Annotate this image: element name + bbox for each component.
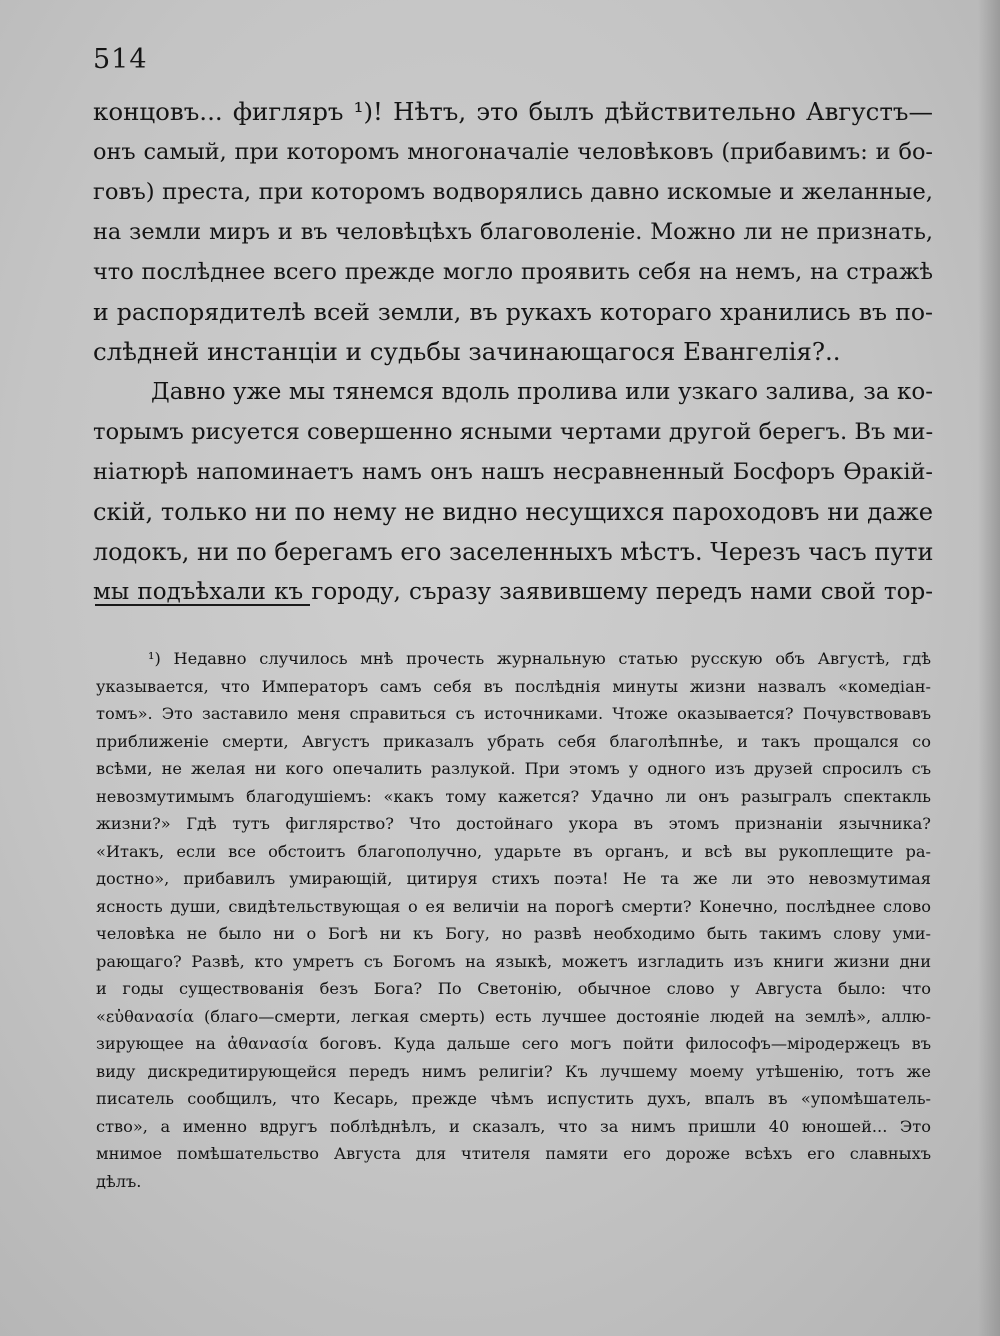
text-line: онъ самый, при которомъ многоначаліе человѣковъ (прибавимъ: и бо- [93, 139, 933, 165]
text-line: скій, только ни по нему не видно несущихся пароходовъ ни даже [93, 498, 934, 526]
main-text [93, 92, 933, 612]
footnote-line: человѣка не было ни о Богѣ ни къ Богу, но развѣ необходимо быть такимъ слову уми- [96, 924, 931, 943]
footnote-line: достно», прибавилъ умирающій, цитируя стихъ поэта! Не та же ли это невозмутимая [96, 869, 931, 888]
footnote-line: «Итакъ, если все обстоитъ благополучно, ударьте въ органъ, и всѣ вы рукоплещите ра- [96, 841, 931, 861]
text-line: ніатюрѣ напоминаетъ намъ онъ нашъ несравненный Босфоръ Ѳракій- [93, 459, 933, 485]
footnote-line: ясность души, свидѣтельствующая о ея величіи на порогѣ смерти? Конечно, послѣднее слово [96, 896, 931, 916]
footnote-line: ¹) Недавно случилось мнѣ прочесть журнальную статью русскую объ Августѣ, гдѣ [148, 649, 931, 668]
footnote-line: ство», а именно вдругъ поблѣднѣлъ, и сказалъ, что за нимъ пришли 40 юношей... Это [96, 1116, 931, 1136]
text-line: концовъ... фигляръ ¹)! Нѣтъ, это былъ дѣйствительно Августъ— [93, 97, 933, 126]
page-number: 514 [93, 44, 148, 75]
text-line: торымъ рисуется совершенно ясными чертами другой берегъ. Въ ми- [93, 419, 934, 445]
text-line: слѣдней инстанціи и судьбы зачинающагося Евангелія?.. [93, 337, 841, 366]
footnote-line: всѣми, не желая ни кого опечалить разлукой. При этомъ у одного изъ друзей спросилъ съ [96, 759, 931, 778]
text-line: лодокъ, ни по берегамъ его заселенныхъ мѣстъ. Черезъ часъ пути [93, 538, 934, 566]
footnote-separator [95, 604, 310, 606]
footnote-line: невозмутимымъ благодушіемъ: «какъ тому кажется? Удачно ли онъ разыгралъ спектакль [96, 786, 931, 806]
text-line: Давно уже мы тянемся вдоль пролива или узкаго залива, за ко- [151, 379, 933, 405]
footnote-line: «εὐθανασία (благо—смерти, легкая смерть) есть лучшее достояніе людей на землѣ», аллю- [96, 1006, 931, 1026]
footnote-line: дѣлъ. [96, 1171, 142, 1191]
footnote-line: писатель сообщилъ, что Кесарь, прежде чѣмъ испустить духъ, впалъ въ «упомѣшатель- [96, 1089, 931, 1108]
text-line: что послѣднее всего прежде могло проявить себя на немъ, на стражѣ [93, 259, 933, 285]
text-line: и распорядителѣ всей земли, въ рукахъ котораго хранились въ по- [93, 298, 933, 326]
text-line: на земли миръ и въ человѣцѣхъ благоволеніе. Можно ли не признать, [93, 219, 933, 245]
footnote-line: приближеніе смерти, Августъ приказалъ убрать себя благолѣпнѣе, и такъ прощался со [96, 731, 931, 751]
footnote-line: и годы существованія безъ Бога? По Светонію, обычное слово у Августа было: что [96, 979, 931, 998]
footnote-line: томъ». Это заставило меня справиться съ источниками. Чтоже оказывается? Почувствовавъ [96, 704, 931, 723]
footnote-line: рающаго? Развѣ, кто умретъ съ Богомъ на языкѣ, можетъ изгладить изъ книги жизни дни [96, 951, 931, 971]
page-edge-shadow [978, 0, 1000, 1336]
footnote-line: мнимое помѣшательство Августа для чтителя памяти его дороже всѣхъ его славныхъ [96, 1144, 931, 1163]
text-line: говъ) преста, при которомъ водворялись давно искомые и желанные, [93, 179, 933, 205]
footnote [96, 645, 931, 1195]
footnote-line: жизни?» Гдѣ тутъ фиглярство? Что достойнаго укора въ этомъ признаніи язычника? [96, 814, 931, 833]
footnote-line: виду дискредитирующейся передъ нимъ религіи? Къ лучшему моему утѣшенію, тотъ же [96, 1061, 931, 1081]
text-line: мы подъѣхали къ городу, съразу заявившему передъ нами свой тор- [93, 579, 933, 605]
footnote-line: указывается, что Императоръ самъ себя въ послѣднія минуты жизни назвалъ «комедіан- [96, 676, 931, 696]
footnote-line: зирующее на ἀθανασία боговъ. Куда дальше сего могъ пойти философъ—міродержецъ въ [96, 1034, 931, 1053]
